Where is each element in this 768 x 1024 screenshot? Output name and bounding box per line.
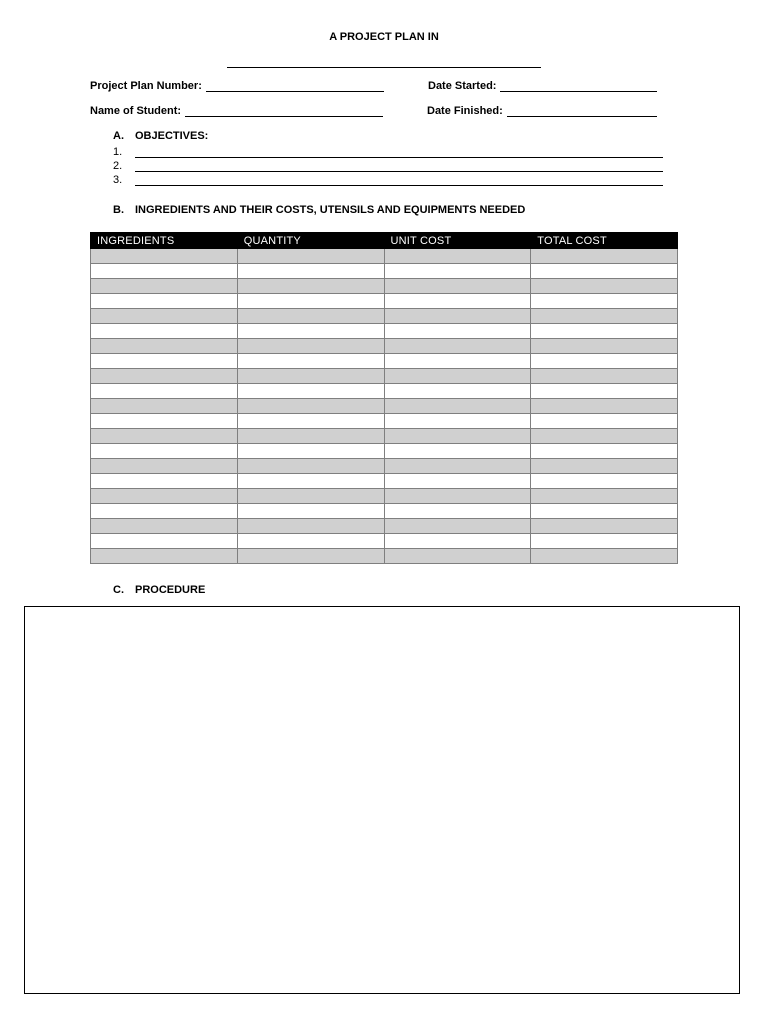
table-row: [91, 249, 678, 264]
table-cell[interactable]: [91, 534, 238, 549]
table-cell[interactable]: [91, 399, 238, 414]
table-cell[interactable]: [91, 459, 238, 474]
table-row: [91, 489, 678, 504]
table-cell[interactable]: [384, 339, 531, 354]
table-cell[interactable]: [237, 459, 384, 474]
table-cell[interactable]: [237, 444, 384, 459]
section-b-letter: B.: [113, 204, 124, 216]
date-finished-blank[interactable]: [507, 106, 657, 117]
table-row: [91, 369, 678, 384]
table-row: [91, 324, 678, 339]
objective-item-3[interactable]: [113, 172, 663, 186]
table-cell[interactable]: [237, 549, 384, 564]
table-cell[interactable]: [384, 444, 531, 459]
table-cell[interactable]: [384, 264, 531, 279]
table-cell[interactable]: [91, 429, 238, 444]
table-cell[interactable]: [384, 249, 531, 264]
objective-number: 3.: [113, 174, 123, 186]
table-cell[interactable]: [91, 309, 238, 324]
objective-blank-2[interactable]: [135, 161, 663, 172]
section-a-letter: A.: [113, 130, 124, 142]
table-cell[interactable]: [531, 279, 678, 294]
table-cell[interactable]: [91, 249, 238, 264]
table-cell[interactable]: [384, 294, 531, 309]
table-cell[interactable]: [91, 369, 238, 384]
table-cell[interactable]: [384, 399, 531, 414]
table-cell[interactable]: [531, 399, 678, 414]
table-cell[interactable]: [237, 324, 384, 339]
table-cell[interactable]: [237, 474, 384, 489]
name-of-student-blank[interactable]: [185, 106, 383, 117]
table-cell[interactable]: [384, 549, 531, 564]
name-of-student-field[interactable]: [90, 105, 383, 117]
subject-blank-line[interactable]: [227, 67, 541, 68]
column-header-quantity: QUANTITY: [237, 233, 384, 249]
table-cell[interactable]: [384, 474, 531, 489]
table-cell[interactable]: [384, 519, 531, 534]
table-header-row: [91, 233, 678, 249]
section-c-letter: C.: [113, 584, 124, 596]
table-cell[interactable]: [384, 279, 531, 294]
table-cell[interactable]: [531, 249, 678, 264]
table-cell[interactable]: [384, 309, 531, 324]
table-cell[interactable]: [237, 489, 384, 504]
table-cell[interactable]: [91, 339, 238, 354]
table-cell[interactable]: [531, 534, 678, 549]
project-plan-number-label: Project Plan Number:: [90, 80, 202, 92]
table-cell[interactable]: [531, 339, 678, 354]
column-header-unit-cost: UNIT COST: [384, 233, 531, 249]
table-cell[interactable]: [237, 354, 384, 369]
table-cell[interactable]: [531, 414, 678, 429]
table-cell[interactable]: [384, 414, 531, 429]
table-cell[interactable]: [237, 414, 384, 429]
table-cell[interactable]: [531, 354, 678, 369]
table-cell[interactable]: [384, 429, 531, 444]
table-row: [91, 354, 678, 369]
table-cell[interactable]: [384, 459, 531, 474]
table-row: [91, 459, 678, 474]
table-cell[interactable]: [531, 474, 678, 489]
table-row: [91, 534, 678, 549]
date-finished-field[interactable]: [427, 105, 657, 117]
table-cell[interactable]: [531, 549, 678, 564]
table-cell[interactable]: [91, 294, 238, 309]
table-cell[interactable]: [91, 444, 238, 459]
project-plan-number-blank[interactable]: [206, 81, 384, 92]
table-cell[interactable]: [531, 519, 678, 534]
table-cell[interactable]: [91, 474, 238, 489]
table-cell[interactable]: [237, 519, 384, 534]
table-cell[interactable]: [237, 309, 384, 324]
objectives-list: [113, 144, 663, 186]
document-title: A PROJECT PLAN IN: [329, 31, 439, 43]
table-row: [91, 519, 678, 534]
table-cell[interactable]: [531, 294, 678, 309]
section-c-title: PROCEDURE: [135, 584, 206, 596]
objective-number: 1.: [113, 146, 123, 158]
table-row: [91, 474, 678, 489]
table-cell[interactable]: [91, 264, 238, 279]
table-cell[interactable]: [91, 279, 238, 294]
table-cell[interactable]: [237, 339, 384, 354]
table-cell[interactable]: [91, 549, 238, 564]
table-row: [91, 294, 678, 309]
section-a-heading: [113, 130, 208, 142]
table-row: [91, 414, 678, 429]
table-cell[interactable]: [384, 354, 531, 369]
table-cell[interactable]: [531, 309, 678, 324]
table-row: [91, 504, 678, 519]
objective-blank-1[interactable]: [135, 147, 663, 158]
table-cell[interactable]: [237, 504, 384, 519]
table-cell[interactable]: [531, 369, 678, 384]
table-cell[interactable]: [384, 369, 531, 384]
table-cell[interactable]: [384, 489, 531, 504]
table-cell[interactable]: [531, 324, 678, 339]
table-cell[interactable]: [531, 459, 678, 474]
table-cell[interactable]: [531, 429, 678, 444]
section-b-heading: [113, 204, 525, 216]
objective-blank-3[interactable]: [135, 175, 663, 186]
table-cell[interactable]: [91, 324, 238, 339]
table-cell[interactable]: [531, 504, 678, 519]
table-cell[interactable]: [384, 324, 531, 339]
table-cell[interactable]: [91, 414, 238, 429]
table-row: [91, 264, 678, 279]
table-cell[interactable]: [531, 264, 678, 279]
table-row: [91, 309, 678, 324]
table-cell[interactable]: [237, 399, 384, 414]
section-a-title: OBJECTIVES:: [135, 130, 209, 142]
table-cell[interactable]: [237, 294, 384, 309]
column-header-total-cost: TOTAL COST: [531, 233, 678, 249]
table-row: [91, 339, 678, 354]
table-cell[interactable]: [91, 384, 238, 399]
table-row: [91, 549, 678, 564]
table-cell[interactable]: [237, 249, 384, 264]
procedure-box[interactable]: [24, 606, 740, 994]
table-row: [91, 399, 678, 414]
table-cell[interactable]: [237, 264, 384, 279]
table-cell[interactable]: [237, 384, 384, 399]
table-cell[interactable]: [384, 384, 531, 399]
table-body: [91, 249, 678, 564]
table-row: [91, 279, 678, 294]
table-cell[interactable]: [237, 279, 384, 294]
section-b-title: INGREDIENTS AND THEIR COSTS, UTENSILS AND EQUIPMENTS NEEDED: [135, 204, 526, 216]
objective-item-2[interactable]: [113, 158, 663, 172]
table-cell[interactable]: [531, 384, 678, 399]
table-cell[interactable]: [531, 444, 678, 459]
date-started-field[interactable]: [428, 80, 657, 92]
table-row: [91, 444, 678, 459]
date-finished-label: Date Finished:: [427, 105, 503, 117]
date-started-blank[interactable]: [500, 81, 657, 92]
table-cell[interactable]: [531, 489, 678, 504]
table-cell[interactable]: [91, 504, 238, 519]
table-cell[interactable]: [237, 429, 384, 444]
objective-number: 2.: [113, 160, 123, 172]
table-cell[interactable]: [384, 534, 531, 549]
table-row: [91, 384, 678, 399]
table-cell[interactable]: [91, 519, 238, 534]
section-c-heading: [113, 584, 205, 596]
table-cell[interactable]: [91, 489, 238, 504]
objective-item-1[interactable]: [113, 144, 663, 158]
column-header-ingredients: INGREDIENTS: [91, 233, 238, 249]
table-cell[interactable]: [384, 504, 531, 519]
project-plan-number-field[interactable]: [90, 80, 384, 92]
name-of-student-label: Name of Student:: [90, 105, 182, 117]
table-row: [91, 429, 678, 444]
table-cell[interactable]: [237, 369, 384, 384]
ingredients-cost-table: [90, 232, 678, 564]
date-started-label: Date Started:: [428, 80, 497, 92]
table-cell[interactable]: [237, 534, 384, 549]
table-cell[interactable]: [91, 354, 238, 369]
